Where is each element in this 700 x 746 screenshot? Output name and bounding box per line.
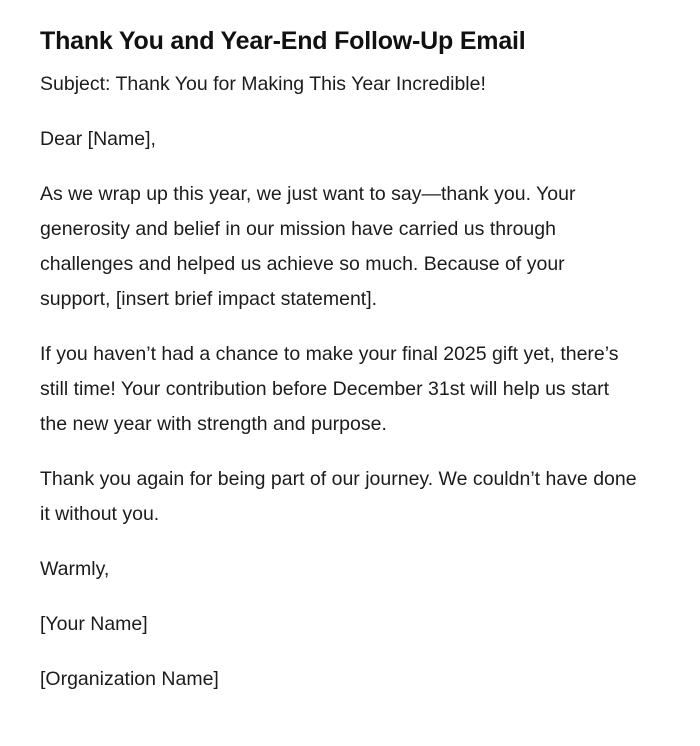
body-paragraph-thanks: As we wrap up this year, we just want to say—thank you. Your generosity and belief in our mission have carried us through challenges and helped us achieve so much. Because of your support, [insert brief impact statement]. (40, 183, 576, 310)
body-paragraph-journey: Thank you again for being part of our journey. We couldn’t have done it without you. (40, 468, 637, 525)
email-subject-line: Subject: Thank You for Making This Year Incredible! (40, 73, 486, 95)
document-title: Thank You and Year-End Follow-Up Email (40, 27, 526, 55)
body-paragraph-final-gift: If you haven’t had a chance to make your final 2025 gift yet, there’s still time! Your contribution before December 31st will help us start the new year with strength and purpose. (40, 343, 619, 435)
email-closing: Warmly, (40, 558, 110, 580)
signature-name: [Your Name] (40, 613, 148, 635)
signature-organization: [Organization Name] (40, 668, 219, 690)
email-greeting: Dear [Name], (40, 128, 156, 150)
